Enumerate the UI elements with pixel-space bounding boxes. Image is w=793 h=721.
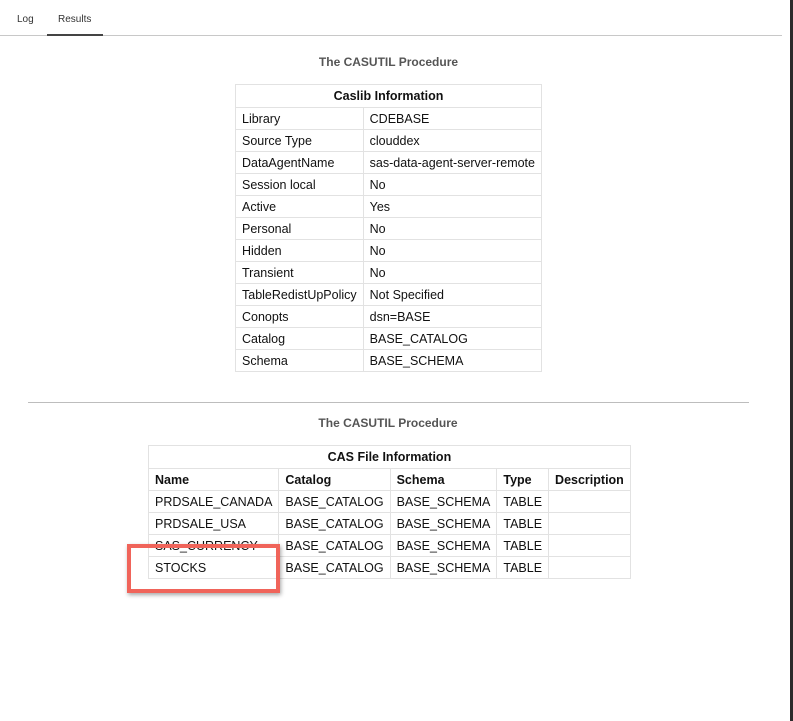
table-row: [236, 328, 542, 350]
row-label: DataAgentName: [236, 152, 364, 174]
table-row: [236, 262, 542, 284]
section-divider: [28, 402, 749, 403]
cell-type: TABLE: [497, 535, 549, 557]
cell-name: PRDSALE_USA: [149, 513, 279, 535]
cell-name: STOCKS: [149, 557, 279, 579]
column-header-schema: Schema: [390, 469, 497, 491]
cell-schema: BASE_SCHEMA: [390, 491, 497, 513]
table-row: [236, 108, 542, 130]
column-header-name: Name: [149, 469, 279, 491]
table-row: [236, 130, 542, 152]
row-value: clouddex: [363, 130, 541, 152]
column-header-catalog: Catalog: [279, 469, 390, 491]
tab-bar: [0, 0, 782, 36]
table-caption: CAS File Information: [148, 445, 631, 468]
row-value: Yes: [363, 196, 541, 218]
table-row: [236, 218, 542, 240]
row-value: No: [363, 240, 541, 262]
cell-description: [549, 557, 631, 579]
row-value: sas-data-agent-server-remote: [363, 152, 541, 174]
row-value: CDEBASE: [363, 108, 541, 130]
row-label: Hidden: [236, 240, 364, 262]
row-label: Transient: [236, 262, 364, 284]
cell-name: PRDSALE_CANADA: [149, 491, 279, 513]
tab-results[interactable]: Results: [58, 14, 92, 25]
highlight-box: [127, 544, 280, 593]
row-label: Library: [236, 108, 364, 130]
row-value: Not Specified: [363, 284, 541, 306]
row-label: Active: [236, 196, 364, 218]
row-value: No: [363, 262, 541, 284]
table-row: [236, 306, 542, 328]
table-row: [149, 513, 631, 535]
cell-schema: BASE_SCHEMA: [390, 557, 497, 579]
row-label: TableRedistUpPolicy: [236, 284, 364, 306]
cell-description: [549, 513, 631, 535]
table-row: [236, 174, 542, 196]
table-row: [149, 491, 631, 513]
row-value: No: [363, 218, 541, 240]
cell-type: TABLE: [497, 513, 549, 535]
column-header-type: Type: [497, 469, 549, 491]
row-label: Source Type: [236, 130, 364, 152]
row-label: Personal: [236, 218, 364, 240]
row-label: Schema: [236, 350, 364, 372]
tab-log[interactable]: Log: [17, 14, 34, 25]
table-row: [236, 196, 542, 218]
header-row: [149, 469, 631, 491]
procedure-title: The CASUTIL Procedure: [318, 416, 458, 430]
cell-catalog: BASE_CATALOG: [279, 535, 390, 557]
cell-catalog: BASE_CATALOG: [279, 557, 390, 579]
table-row: [236, 152, 542, 174]
cell-catalog: BASE_CATALOG: [279, 491, 390, 513]
procedure-title: The CASUTIL Procedure: [318, 55, 459, 69]
row-label: Session local: [236, 174, 364, 196]
column-header-description: Description: [549, 469, 631, 491]
cell-description: [549, 491, 631, 513]
cell-name: SAS_CURRENCY: [149, 535, 279, 557]
row-label: Conopts: [236, 306, 364, 328]
row-value: No: [363, 174, 541, 196]
cell-catalog: BASE_CATALOG: [279, 513, 390, 535]
cell-schema: BASE_SCHEMA: [390, 535, 497, 557]
cell-type: TABLE: [497, 557, 549, 579]
row-label: Catalog: [236, 328, 364, 350]
cell-type: TABLE: [497, 491, 549, 513]
caslib-information-table: [235, 84, 542, 372]
table-row: [236, 284, 542, 306]
row-value: BASE_CATALOG: [363, 328, 541, 350]
table-row: [236, 240, 542, 262]
cell-description: [549, 535, 631, 557]
table-caption: Caslib Information: [235, 84, 542, 107]
cell-schema: BASE_SCHEMA: [390, 513, 497, 535]
active-tab-indicator: [47, 34, 103, 36]
row-value: dsn=BASE: [363, 306, 541, 328]
table-row: [236, 350, 542, 372]
row-value: BASE_SCHEMA: [363, 350, 541, 372]
